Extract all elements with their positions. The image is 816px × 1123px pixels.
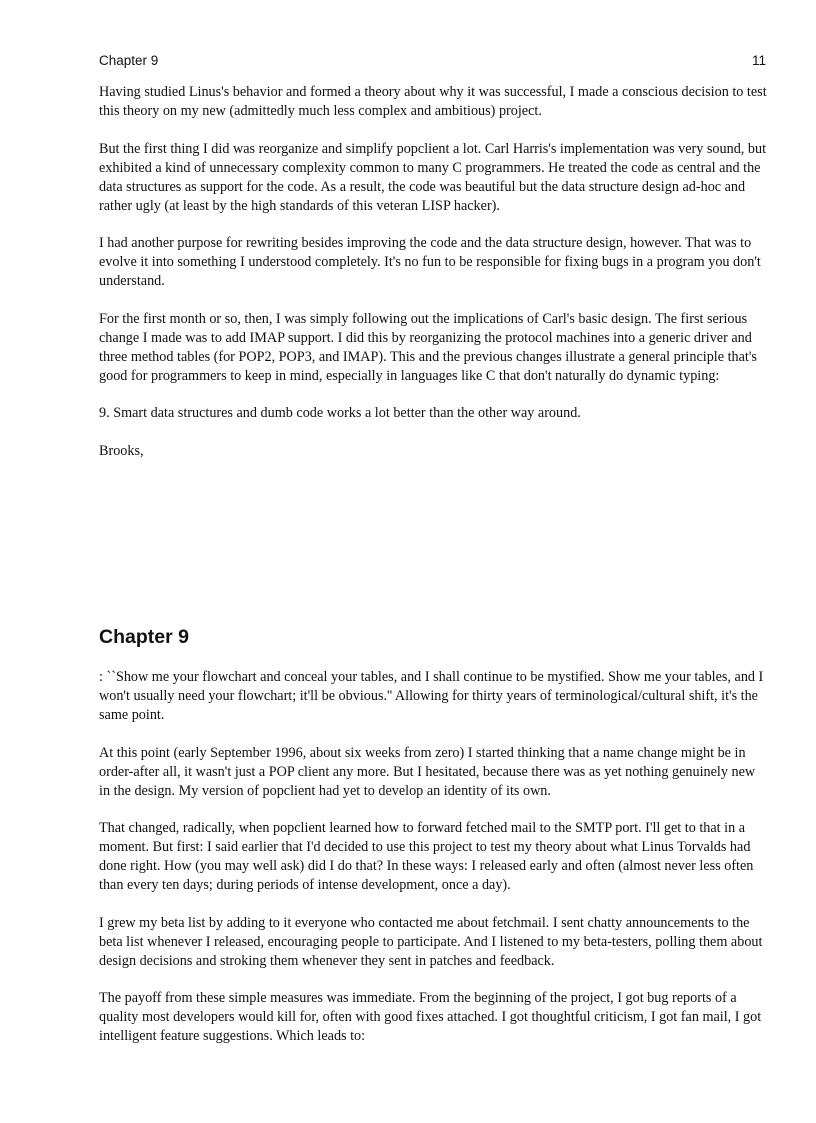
paragraph: 9. Smart data structures and dumb code works a lot better than the other way around. bbox=[99, 405, 581, 421]
paragraph: That changed, radically, when popclient learned how to forward fetched mail to the SMTP port. I'll get to that in a moment. But first: I said earlier that I'd decided to use this project to test my theory about what Linus Torvalds had done right. How (you may well ask) did I do that? In these ways: I released early and often (almost never less often than every ten days; during periods of intense development, once a day). bbox=[99, 820, 754, 893]
page-header bbox=[99, 53, 766, 71]
page-number: 11 bbox=[751, 53, 766, 68]
paragraph: But the first thing I did was reorganize and simplify popclient a lot. Carl Harris's implementation was very sound, but exhibited a kind of unnecessary complexity common to many C programmers. He treated the code as central and the data structures as support for the code. As a result, the code was beautiful but the data structure design ad-hoc and rather ugly (at least by the high standards of this veteran LISP hacker). bbox=[99, 140, 767, 214]
paragraph: Brooks, bbox=[99, 442, 144, 459]
paragraph: At this point (early September 1996, about six weeks from zero) I started thinking that a name change might be in order-after all, it wasn't just a POP client any more. But I hesitated, because there was as yet nothing genuinely new in the design. My version of popclient had yet to develop an identity of its own. bbox=[99, 744, 756, 799]
paragraph: : ``Show me your flowchart and conceal your tables, and I shall continue to be mystified. Show me your tables, and I won't usually need your flowchart; it'll be obvious.'' Allowing for thirty years of terminological/cultural shift, it's the same point. bbox=[99, 669, 764, 723]
paragraph: Having studied Linus's behavior and formed a theory about why it was successful, I made a conscious decision to test this theory on my new (admittedly much less complex and ambitious) project. bbox=[99, 84, 767, 119]
section-top-text bbox=[99, 83, 769, 461]
paragraph: I had another purpose for rewriting besides improving the code and the data structure design, however. That was to evolve it into something I understood completely. It's no fun to be responsible for fixing bugs in a program you don't understand. bbox=[99, 235, 761, 289]
running-header-chapter: Chapter 9 bbox=[99, 53, 159, 68]
chapter-heading: Chapter 9 bbox=[99, 626, 189, 648]
paragraph: I grew my beta list by adding to it everyone who contacted me about fetchmail. I sent chatty announcements to the beta list whenever I released, encouraging people to participate. And I listened to my beta-testers, polling them about design decisions and stroking them whenever they sent in patches and feedback. bbox=[99, 914, 763, 969]
section-bottom-text bbox=[99, 668, 769, 1046]
paragraph: For the first month or so, then, I was simply following out the implications of Carl's basic design. The first serious change I made was to add IMAP support. I did this by reorganizing the protocol machines into a generic driver and three method tables (for POP2, POP3, and IMAP). This and the previous changes illustrate a general principle that's good for programmers to keep in mind, especially in languages like C that don't naturally do dynamic typing: bbox=[99, 310, 757, 384]
paragraph: The payoff from these simple measures was immediate. From the beginning of the project, I got bug reports of a quality most developers would kill for, often with good fixes attached. I got thoughtful criticism, I got fan mail, I got intelligent feature suggestions. Which leads to: bbox=[99, 990, 762, 1044]
